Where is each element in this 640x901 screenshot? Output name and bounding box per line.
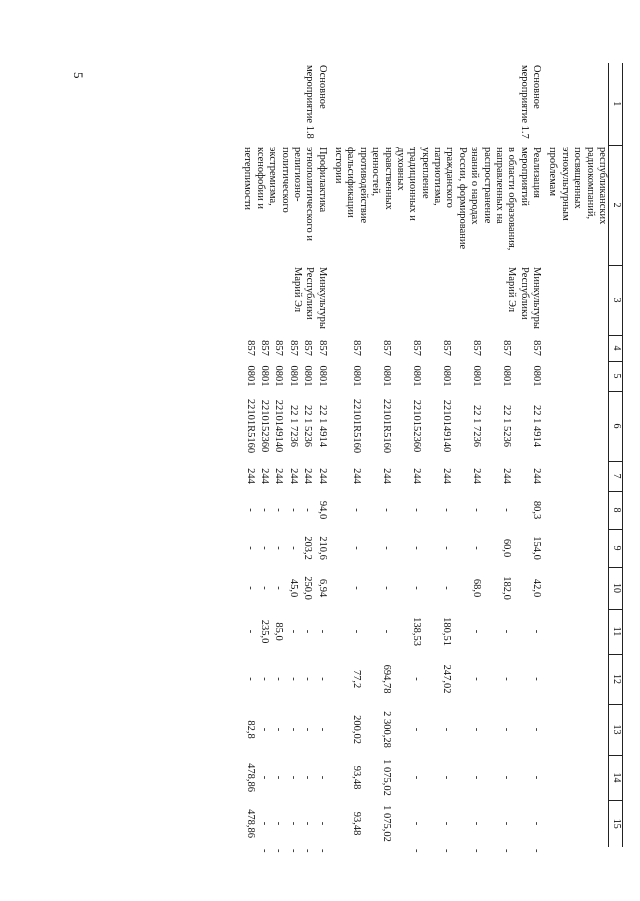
- cell-col-6: 22 1 7236: [471, 405, 483, 447]
- cell-col-6: 22101R5160: [350, 398, 362, 454]
- cell-empty: [546, 63, 608, 145]
- name-line: противодействие: [357, 147, 369, 224]
- cell-empty: [546, 800, 608, 847]
- table-row: 857 0801 22 1 7236 244 - - 45,0 - - - - - -: [284, 63, 298, 847]
- cell-col-5: 0801: [316, 365, 328, 387]
- cell-col-12: -: [410, 677, 422, 681]
- continuation-row: [546, 63, 608, 847]
- cell-col-14: -: [410, 775, 422, 780]
- cell-col-11: 85,0: [273, 622, 285, 641]
- cell-col-6: 2210149140: [440, 399, 452, 453]
- cell-col-10: -: [380, 586, 392, 590]
- cell-col-4: 857: [316, 340, 328, 356]
- executor-line: Марий Эл: [506, 267, 518, 313]
- cell-col-15: -: [273, 821, 285, 826]
- cell-col-7: 244: [302, 468, 314, 484]
- cell-col-9: -: [244, 546, 256, 550]
- cell-col-5: 0801: [350, 365, 362, 387]
- column-header-12: 12: [609, 654, 623, 704]
- name-line: Профилактика: [316, 147, 328, 213]
- cell-col-5: 0801: [471, 365, 483, 387]
- budget-table: [237, 63, 623, 853]
- cell-col-11: -: [501, 629, 513, 634]
- cell-col-5: 0801: [273, 365, 285, 387]
- measure-executor: [332, 265, 542, 335]
- cell-col-4: 857: [531, 340, 543, 356]
- column-header-14: 14: [609, 755, 623, 800]
- cell-col-10: -: [440, 586, 452, 590]
- name-line: посвященных: [572, 147, 584, 209]
- cell-col-14: -: [501, 775, 513, 780]
- cell-col-11: -: [302, 629, 314, 634]
- table-row: 857 0801 22 1 5236 244 - 60,0 182,0 - - - - - -: [482, 63, 512, 847]
- table-row: 857 0801 2210152360 244 - - - 138,53 - - - - -: [392, 63, 422, 847]
- name-line: радиокомпаний,: [584, 147, 596, 220]
- name-line: фальсификации: [345, 147, 357, 218]
- cell-col-14: -: [471, 775, 483, 780]
- cell-col-12: -: [471, 677, 483, 681]
- cell-col-13: -: [531, 727, 543, 732]
- cell-col-15: -: [302, 821, 314, 826]
- cell-col-13: -: [302, 727, 314, 732]
- cell-col-15: -: [501, 821, 513, 826]
- cell-col-6: 2210152360: [259, 399, 270, 453]
- cell-col-8: 94,0: [316, 500, 328, 520]
- cell-col-14: -: [302, 775, 314, 780]
- cell-col-12: -: [302, 677, 314, 681]
- cell-empty: [546, 391, 608, 461]
- cell-col-14: -: [259, 775, 270, 780]
- name-line: проблемам: [547, 147, 559, 196]
- label-line: Основное: [531, 65, 543, 109]
- measure-label: [332, 63, 542, 145]
- cell-col-15: -: [259, 821, 270, 826]
- name-line: этнокультурным: [559, 147, 571, 221]
- table-row: 857 0801 2210149140 244 - - - 85,0 - - - - -: [270, 63, 284, 847]
- name-line: нетерпимости: [242, 147, 254, 211]
- cell-col-13: -: [259, 727, 270, 732]
- cell-col-10: 68,0: [471, 578, 483, 598]
- cell-col-10: -: [259, 586, 270, 590]
- cell-col-8: -: [410, 508, 422, 512]
- cell-col-4: 857: [302, 340, 314, 356]
- cell-col-8: -: [244, 508, 256, 512]
- name-line: мероприятий: [518, 147, 530, 206]
- cell-col-7: 244: [244, 468, 256, 484]
- rotated-table-wrapper: [103, 63, 623, 853]
- column-header-7: 7: [609, 461, 623, 491]
- cell-col-11: -: [244, 629, 256, 634]
- cell-col-5: 0801: [410, 365, 422, 387]
- cell-empty: [546, 755, 608, 800]
- name-line: нравственных: [382, 147, 394, 210]
- column-header-13: 13: [609, 704, 623, 755]
- name-line: патриотизма,: [432, 147, 444, 206]
- cell-col-7: 244: [471, 468, 483, 484]
- column-header-15: 15: [609, 800, 623, 847]
- cell-col-6: 22 1 5236: [501, 405, 513, 447]
- cell-col-4: 857: [471, 340, 483, 356]
- cell-col-7: 244: [259, 468, 270, 484]
- cell-col-10: 182,0: [501, 576, 513, 600]
- name-line: традиционных и: [407, 147, 419, 221]
- cell-col-13: -: [501, 727, 513, 732]
- table-row: 857 0801 22 1 7236 244 - - 68,0 - - - - - -: [452, 63, 482, 847]
- cell-col-14: -: [440, 775, 452, 780]
- cell-col-8: -: [350, 508, 362, 512]
- cell-col-10: -: [273, 586, 285, 590]
- cell-col-6: 22 1 4914: [531, 405, 543, 447]
- cell-col-12: -: [244, 677, 256, 681]
- cell-col-8: -: [440, 508, 452, 512]
- cell-col-9: -: [440, 546, 452, 550]
- cell-col-9: -: [273, 546, 285, 550]
- cell-col-13: 82,8: [244, 720, 256, 739]
- cell-col-6: 22 1 5236: [302, 405, 314, 447]
- cell-col-13: -: [273, 727, 285, 732]
- name-line: ксенофобии и: [254, 147, 266, 210]
- cell-col-4: 857: [244, 340, 256, 356]
- executor-line: Республики: [304, 267, 316, 320]
- cell-col-14: -: [287, 775, 299, 780]
- cell-col-4: 857: [273, 340, 285, 356]
- cell-col-10: -: [410, 586, 422, 590]
- name-line: ценностей,: [370, 147, 382, 197]
- cell-col-9: -: [350, 546, 362, 550]
- cell-col-5: 0801: [302, 365, 314, 387]
- label-line: Основное: [316, 65, 328, 109]
- cell-col-13: -: [316, 727, 328, 732]
- cell-empty: [546, 704, 608, 755]
- cell-col-10: 6,94: [316, 578, 328, 598]
- cell-col-11: -: [350, 629, 362, 634]
- measure-executor: [241, 265, 328, 335]
- name-line: гражданского: [444, 147, 456, 208]
- cell-col-12: -: [273, 677, 285, 681]
- name-line: укрепление: [419, 147, 431, 199]
- executor-line: Минкультуры: [531, 267, 543, 329]
- cell-col-6: 2210149140: [273, 399, 285, 453]
- column-header-9: 9: [609, 529, 623, 567]
- continuation-name: [546, 145, 608, 265]
- cell-col-5: 0801: [244, 365, 256, 387]
- name-line: религиозно-: [292, 147, 303, 202]
- cell-col-8: -: [259, 508, 270, 512]
- column-header-8: 8: [609, 491, 623, 529]
- cell-col-9: -: [287, 546, 299, 550]
- cell-col-15: -: [531, 821, 543, 826]
- executor-line: Республики: [518, 267, 530, 320]
- cell-col-4: 857: [440, 340, 452, 356]
- cell-col-14: -: [531, 775, 543, 780]
- cell-col-6: 22101R5160: [244, 398, 256, 454]
- cell-col-14: 93,48: [350, 765, 362, 790]
- column-number-row: [609, 63, 623, 847]
- cell-col-13: -: [287, 727, 299, 732]
- cell-col-12: -: [501, 677, 513, 681]
- cell-col-8: -: [471, 508, 483, 512]
- cell-col-7: 244: [501, 468, 513, 484]
- measure-label: [241, 63, 328, 145]
- column-header-11: 11: [609, 609, 623, 654]
- cell-col-6: 2210152360: [410, 399, 422, 453]
- cell-col-9: -: [410, 546, 422, 550]
- label-line: мероприятие 1.8: [304, 65, 316, 139]
- cell-col-14: -: [316, 775, 328, 780]
- cell-col-9: -: [471, 546, 483, 550]
- cell-col-7: 244: [350, 468, 362, 484]
- cell-empty: [546, 654, 608, 704]
- column-header-1: 1: [609, 63, 623, 145]
- cell-col-7: 244: [287, 468, 299, 484]
- cell-col-15: 478,86: [244, 809, 256, 838]
- cell-col-9: 154,0: [531, 536, 543, 560]
- cell-empty: [546, 335, 608, 361]
- cell-col-7: 244: [410, 468, 422, 484]
- cell-col-7: 244: [440, 468, 452, 484]
- cell-col-15: -: [471, 821, 483, 826]
- name-line: истории: [333, 147, 345, 184]
- measure-name: [332, 145, 542, 265]
- cell-col-11: -: [380, 629, 392, 634]
- column-header-10: 10: [609, 567, 623, 609]
- cell-col-12: -: [316, 677, 328, 681]
- cell-col-11: -: [531, 629, 543, 634]
- name-line: в области образования,: [506, 147, 518, 251]
- cell-col-11: -: [471, 629, 483, 634]
- cell-col-11: -: [316, 629, 328, 634]
- table-row: 857 0801 22 1 5236 244 - 203,2 250,0 - - - - - -: [299, 63, 313, 847]
- cell-col-9: -: [380, 546, 392, 550]
- column-header-5: 5: [609, 361, 623, 391]
- table-row: Основное мероприятие 1.7 Реализация мероприятий в области образования, направленных на распространение знаний о народах России, формирование гражданского патриотизма, укрепление традиционных и духовных нравственных ценностей, противодействие фальсификации истории Минкультуры Республики Марий Эл 857 0801 22 1 4914 244 80,3 154,0 42,0 - - - - - -: [333, 65, 543, 853]
- name-line: распространение: [481, 147, 493, 224]
- cell-col-7: 244: [316, 468, 328, 484]
- name-line: духовных: [395, 147, 406, 191]
- cell-col-6: 22 1 7236: [287, 405, 299, 447]
- table-body: [237, 63, 608, 853]
- name-line: политического: [279, 147, 291, 213]
- cell-col-5: 0801: [440, 365, 452, 387]
- cell-empty: [546, 361, 608, 391]
- cell-col-6: 22101R5160: [380, 398, 392, 454]
- column-header-3: 3: [609, 265, 623, 335]
- cell-col-15: -: [440, 821, 452, 826]
- name-line: направленных на: [494, 147, 505, 224]
- cell-col-8: 80,3: [531, 500, 543, 520]
- cell-col-9: 60,0: [501, 538, 513, 558]
- cell-col-11: 180,51: [440, 617, 452, 646]
- name-line: этнополитического и: [304, 147, 316, 241]
- cell-col-11: -: [287, 629, 299, 634]
- cell-col-15: -: [287, 821, 299, 826]
- column-header-2: 2: [609, 145, 623, 265]
- cell-empty: [546, 529, 608, 567]
- page-number: 5: [71, 72, 86, 79]
- cell-col-14: 1 075,02: [380, 759, 392, 796]
- table-row: Основное мероприятие 1.8 Профилактика этнополитического и религиозно- политического экстремизма, ксенофобии и нетерпимости Минкультуры Республики Марий Эл 857 0801 22 1 4914 244 94,0 210,6 6,94 - - - - - -: [242, 65, 328, 853]
- label-line: мероприятие 1.7: [518, 65, 530, 139]
- cell-col-13: 200,02: [350, 715, 362, 744]
- name-line: знаний о народах: [469, 147, 481, 225]
- cell-col-10: -: [350, 586, 362, 590]
- column-header-6: 6: [609, 391, 623, 461]
- cell-empty: [546, 265, 608, 335]
- cell-col-8: -: [273, 508, 285, 512]
- cell-col-4: 857: [287, 340, 299, 356]
- cell-col-4: 857: [410, 340, 422, 356]
- table-row: 857 0801 2210149140 244 - - - 180,51 247,02 - - - -: [422, 63, 452, 847]
- executor-line: Марий Эл: [292, 267, 303, 313]
- cell-col-5: 0801: [259, 365, 270, 387]
- cell-col-11: 235,0: [259, 619, 270, 644]
- cell-col-10: -: [244, 586, 256, 590]
- cell-col-6: 22 1 4914: [316, 405, 328, 447]
- name-line: России, формирование: [456, 147, 468, 250]
- cell-col-5: 0801: [287, 365, 299, 387]
- cell-col-10: 250,0: [302, 576, 314, 600]
- name-line: республиканских: [597, 147, 608, 225]
- cell-col-10: 45,0: [287, 578, 299, 598]
- cell-col-4: 857: [380, 340, 392, 356]
- cell-col-7: 244: [531, 468, 543, 484]
- cell-col-13: -: [440, 727, 452, 732]
- cell-empty: [546, 567, 608, 609]
- cell-col-12: -: [259, 677, 270, 681]
- cell-col-8: -: [302, 508, 314, 512]
- cell-col-5: 0801: [380, 365, 392, 387]
- cell-col-8: -: [501, 508, 513, 512]
- cell-col-9: 210,6: [316, 536, 328, 560]
- executor-line: Минкультуры: [316, 267, 328, 329]
- table-row: 857 0801 2210152360 244 - - - 235,0 - - - - -: [256, 63, 270, 847]
- cell-col-12: 694,78: [380, 664, 392, 694]
- cell-col-15: -: [410, 821, 422, 826]
- measure-name: [241, 145, 328, 265]
- cell-empty: [546, 491, 608, 529]
- cell-col-11: 138,53: [410, 617, 422, 646]
- cell-col-13: 2 300,28: [380, 711, 392, 748]
- cell-col-12: 77,2: [350, 669, 362, 689]
- cell-col-9: 203,2: [302, 536, 314, 560]
- name-line: экстремизма,: [267, 147, 279, 206]
- cell-col-4: 857: [350, 340, 362, 356]
- cell-col-14: 478,86: [244, 763, 256, 792]
- cell-empty: [546, 609, 608, 654]
- cell-col-4: 857: [259, 340, 270, 356]
- cell-col-9: -: [259, 546, 270, 550]
- cell-col-7: 244: [273, 468, 285, 484]
- cell-empty: [546, 461, 608, 491]
- name-line: Реализация: [531, 147, 543, 198]
- cell-col-5: 0801: [501, 365, 513, 387]
- cell-col-7: 244: [380, 468, 392, 484]
- cell-col-12: -: [287, 677, 299, 681]
- column-header-4: 4: [609, 335, 623, 361]
- cell-col-5: 0801: [531, 365, 543, 387]
- cell-col-13: -: [410, 727, 422, 732]
- cell-col-12: 247,02: [440, 664, 452, 694]
- cell-col-12: -: [531, 677, 543, 681]
- cell-col-13: -: [471, 727, 483, 732]
- cell-col-10: 42,0: [531, 578, 543, 598]
- cell-col-15: -: [316, 821, 328, 826]
- cell-col-14: -: [273, 775, 285, 780]
- cell-col-8: -: [380, 508, 392, 512]
- cell-col-4: 857: [501, 340, 513, 356]
- cell-col-15: 93,48: [350, 811, 362, 836]
- cell-col-8: -: [287, 508, 299, 512]
- cell-col-15: 1 075,02: [380, 805, 392, 842]
